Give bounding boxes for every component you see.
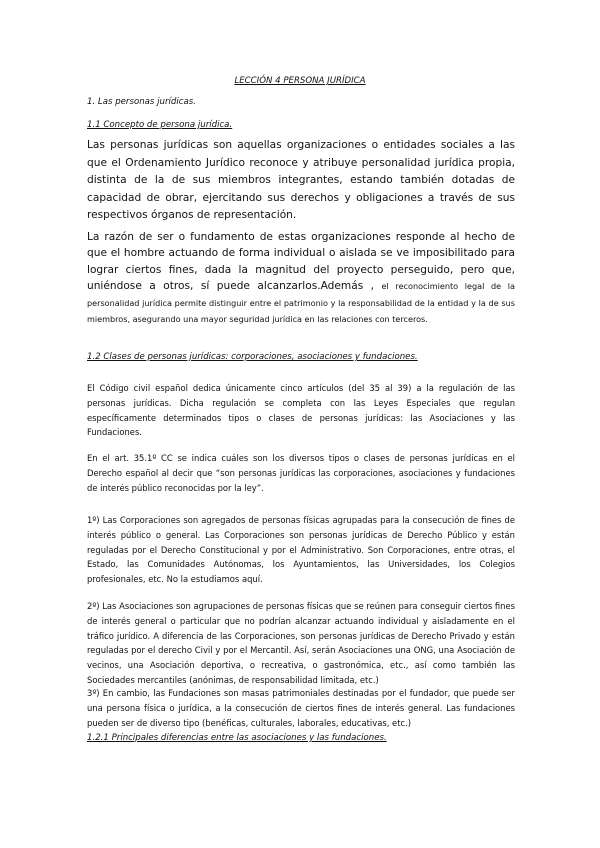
paragraph-foundation-legal: el reconocimiento legal de la personalidad jurídica permite distinguir entre el patrimonio y la responsabilidad de la entidad y la de sus miembros, asegurando una mayor seguridad jurídica en las relaciones con terceros. xyxy=(87,281,515,325)
section-heading-1-2-1: 1.2.1 Principales diferencias entre las asociaciones y las fundaciones. xyxy=(87,733,387,743)
paragraph-foundation-main: La razón de ser o fundamento de estas organizaciones responde al hecho de que el hombre actuando de forma individual o aislada se ve imposibilitado para lograr ciertos fines, dada la magnitud del proyecto perseguido, pero que, uniéndose a otros, sí puede alcanzarlos.Además , xyxy=(87,231,515,293)
paragraph-asociaciones: 2º) Las Asociaciones son agrupaciones de personas físicas que se reúnen para conseguir ciertos fines de interés general o particular que no podrían alcanzar actuando individual y aisladamente en el tráfico jurídico. A diferencia de las Corporaciones, son personas jurídicas de Derecho Privado y están reguladas por el derecho Civil y por el Mercantil. Así, serán Asociaciones una ONG, una Asociación de vecinos, una Asociación deportiva, o recreativa, o gastronómica, etc., así como también las Sociedades mercantiles (anónimas, de responsabilidad limitada, etc.) xyxy=(87,601,515,685)
paragraph-foundation xyxy=(87,229,515,327)
paragraph-corporaciones: 1º) Las Corporaciones son agregados de personas físicas agrupadas para la consecución de fines de interés público o general. Las Corporaciones son personas jurídicas de Derecho Público y están reguladas por el Derecho Constitucional y por el Administrativo. Son Corporaciones, entre otras, el Estado, las Comunidades Autónomas, los Ayuntamientos, las Universidades, los Colegios profesionales, etc. No la estudiamos aquí. xyxy=(87,515,515,585)
section-heading-1: 1. Las personas jurídicas. xyxy=(87,97,196,107)
paragraph-civil-code: El Código civil español dedica únicamente cinco artículos (del 35 al 39) a la regulación de las personas jurídicas. Dicha regulación se completa con las Leyes Especiales que regulan específicamente determinados tipos o clases de personas jurídicas: las Asociaciones y las Fundaciones. xyxy=(87,383,515,438)
paragraph-fundaciones: 3º) En cambio, las Fundaciones son masas patrimoniales destinadas por el fundador, que puede ser una persona física o jurídica, a la consecución de ciertos fines de interés general. Las fundaciones pueden ser de diverso tipo (benéficas, culturales, laborales, educativas, etc.) xyxy=(87,688,515,728)
paragraph-concept: Las personas jurídicas son aquellas organizaciones o entidades sociales a las que el Ordenamiento Jurídico reconoce y atribuye personalidad jurídica propia, distinta de la de sus miembros integrantes, estando también dotadas de capacidad de obrar, ejercitando sus derechos y obligaciones a través de sus respectivos órganos de representación. xyxy=(87,139,515,222)
section-heading-1-2: 1.2 Clases de personas jurídicas: corporaciones, asociaciones y fundaciones. xyxy=(87,352,418,362)
section-heading-1-1: 1.1 Concepto de persona jurídica. xyxy=(87,120,233,130)
page-title: LECCIÓN 4 PERSONA JURÍDICA xyxy=(234,76,366,86)
paragraph-art-35: En el art. 35.1º CC se indica cuáles son los diversos tipos o clases de personas jurídicas en el Derecho español al decir que “son personas jurídicas las corporaciones, asociaciones y fundaciones de interés público reconocidas por la ley”. xyxy=(87,453,515,493)
